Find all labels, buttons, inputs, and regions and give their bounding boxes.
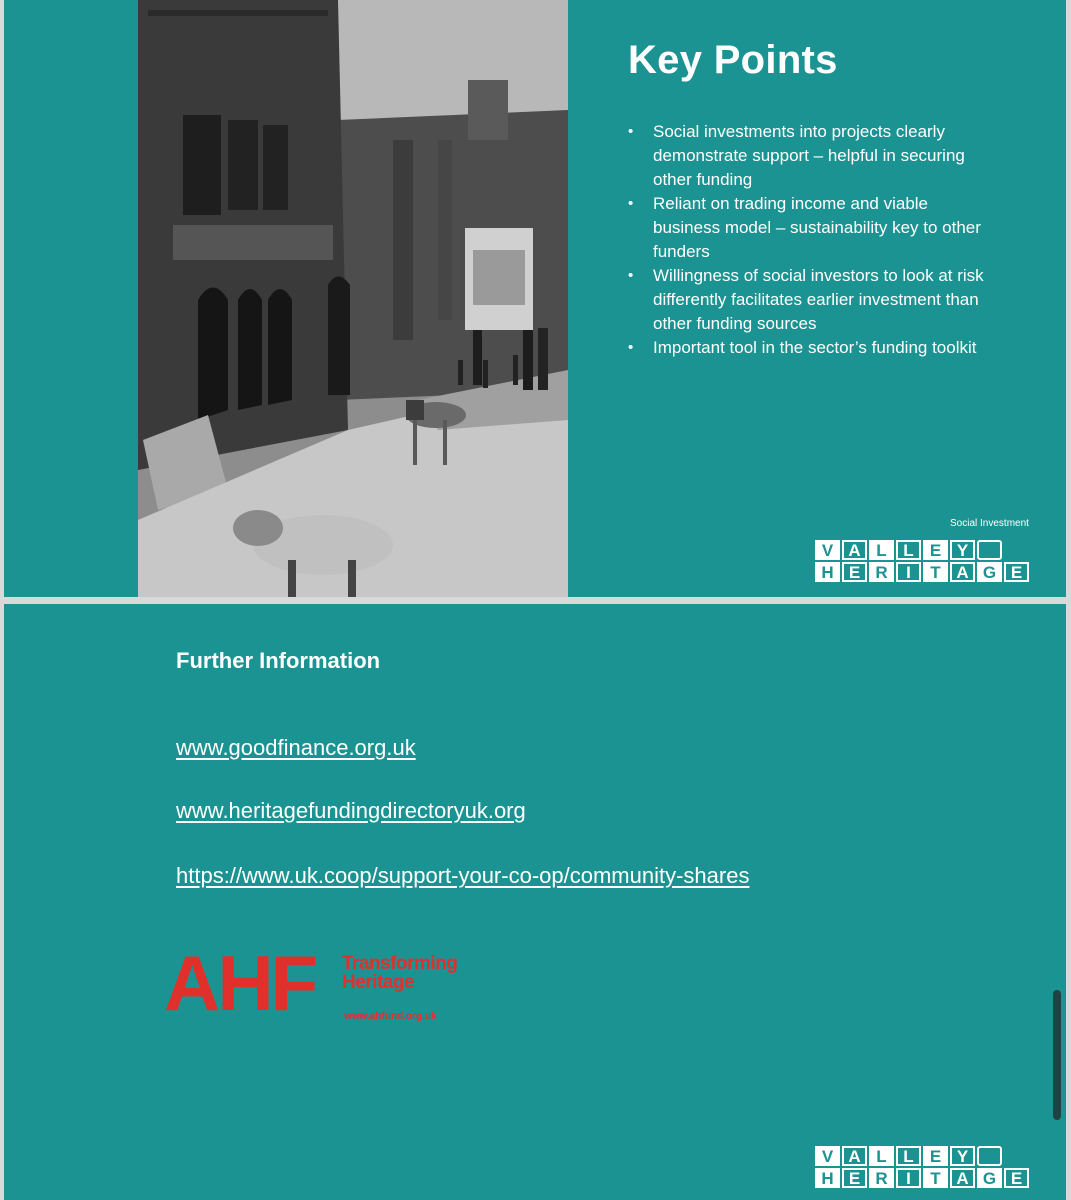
logo-letter: H — [815, 562, 840, 582]
valley-heritage-logo — [815, 540, 1056, 582]
logo-box — [977, 540, 1002, 560]
logo-letter: R — [869, 562, 894, 582]
logo-letter: E — [923, 1146, 948, 1166]
logo-letter: L — [869, 540, 894, 560]
logo-letter: E — [923, 540, 948, 560]
ahf-tagline-line2: Heritage — [342, 972, 415, 993]
logo-letter: Y — [950, 540, 975, 560]
logo-letter: A — [950, 1168, 975, 1188]
list-item — [628, 336, 988, 360]
logo-box — [977, 1146, 1002, 1166]
bullet-text: Social investments into projects clearly demonstrate support – helpful in securing other funding — [653, 122, 965, 189]
logo-letter: V — [815, 540, 840, 560]
slide-key-points[interactable] — [4, 0, 1066, 597]
key-points-list — [628, 120, 988, 360]
vertical-scrollbar[interactable] — [1053, 990, 1061, 1120]
bullet-icon: • — [628, 123, 634, 140]
link-community-shares[interactable]: https://www.uk.coop/support-your-co-op/community-shares — [176, 863, 750, 888]
footer-label: Social Investment — [950, 518, 1029, 529]
historic-street-photo — [138, 0, 568, 597]
logo-letter: L — [896, 540, 921, 560]
bullet-text: Willingness of social investors to look at risk differently facilitates earlier investment than other funding sources — [653, 266, 984, 333]
logo-letter: G — [977, 562, 1002, 582]
list-item — [628, 120, 988, 192]
slide-title: Further Information — [176, 648, 381, 673]
logo-letter: A — [950, 562, 975, 582]
ahf-url: www.ahfund.org.uk — [344, 1011, 437, 1022]
logo-letter: G — [977, 1168, 1002, 1188]
logo-spacer — [1004, 540, 1029, 560]
ahf-letters: AHF — [164, 939, 316, 1027]
valley-heritage-logo — [815, 1146, 1056, 1188]
list-item — [628, 264, 988, 336]
logo-letter: Y — [950, 1146, 975, 1166]
logo-letter: T — [923, 1168, 948, 1188]
logo-spacer — [1004, 1146, 1029, 1166]
logo-letter: R — [869, 1168, 894, 1188]
logo-letter: H — [815, 1168, 840, 1188]
bullet-text: Reliant on trading income and viable business model – sustainability key to other funders — [653, 194, 981, 261]
logo-letter: E — [1004, 1168, 1029, 1188]
bullet-icon: • — [628, 195, 634, 212]
list-item — [628, 192, 988, 264]
logo-spacer — [1031, 540, 1056, 560]
link-goodfinance[interactable]: www.goodfinance.org.uk — [176, 735, 416, 760]
bullet-icon: • — [628, 267, 634, 284]
logo-letter: I — [896, 1168, 921, 1188]
logo-letter: I — [896, 562, 921, 582]
ahf-tagline — [342, 954, 457, 992]
link-heritage-funding-directory[interactable]: www.heritagefundingdirectoryuk.org — [176, 798, 526, 823]
logo-letter: A — [842, 1146, 867, 1166]
logo-spacer — [1031, 1168, 1056, 1188]
logo-spacer — [1031, 562, 1056, 582]
slide-title: Key Points — [628, 38, 838, 82]
logo-letter: A — [842, 540, 867, 560]
bullet-icon: • — [628, 339, 634, 356]
slide-further-information[interactable] — [4, 604, 1066, 1200]
logo-letter: E — [1004, 562, 1029, 582]
logo-letter: E — [842, 1168, 867, 1188]
bullet-text: Important tool in the sector’s funding toolkit — [653, 338, 977, 357]
logo-letter: V — [815, 1146, 840, 1166]
logo-letter: T — [923, 562, 948, 582]
logo-letter: L — [869, 1146, 894, 1166]
logo-letter: E — [842, 562, 867, 582]
logo-spacer — [1031, 1146, 1056, 1166]
ahf-tagline-line1: Transforming — [342, 953, 458, 974]
ahf-logo — [164, 939, 494, 1030]
logo-letter: L — [896, 1146, 921, 1166]
